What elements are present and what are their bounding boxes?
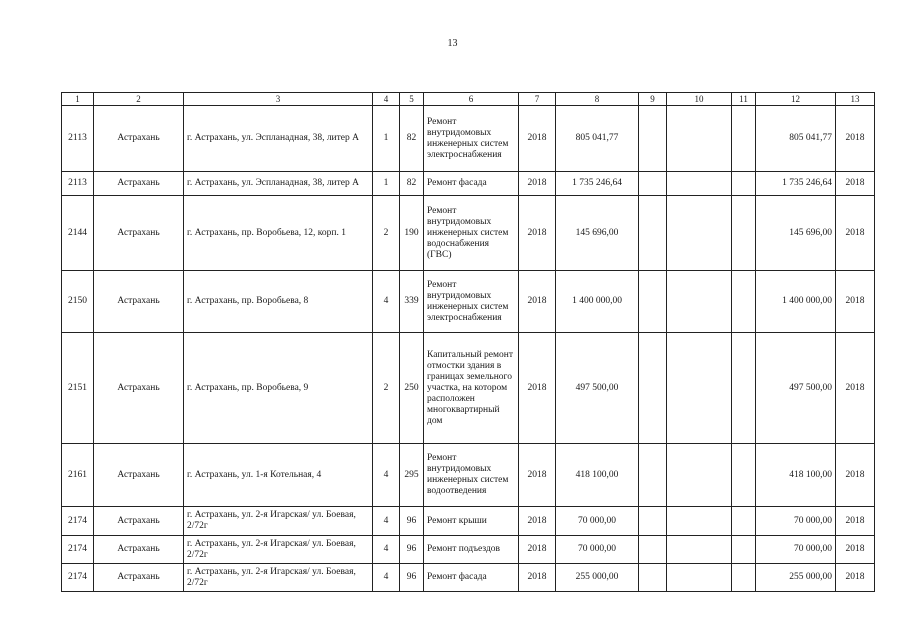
total-cell: 145 696,00	[756, 196, 836, 271]
page-number: 13	[447, 38, 458, 49]
year-cell: 2018	[519, 564, 556, 592]
city-cell: Астрахань	[94, 196, 184, 271]
completion-year-cell: 2018	[836, 444, 875, 507]
col11-cell	[732, 106, 756, 172]
table-row	[62, 271, 875, 333]
col4-cell: 4	[373, 507, 400, 536]
total-cell: 255 000,00	[756, 564, 836, 592]
column-header: 7	[519, 93, 556, 106]
city-cell: Астрахань	[94, 172, 184, 196]
col10-cell	[667, 564, 732, 592]
col5-cell: 82	[400, 172, 424, 196]
col10-cell	[667, 333, 732, 444]
col10-cell	[667, 172, 732, 196]
repair-register-table	[61, 92, 875, 592]
amount-cell: 70 000,00	[556, 536, 639, 564]
table-row	[62, 536, 875, 564]
address-cell: г. Астрахань, ул. Эспланадная, 38, литер А	[184, 106, 373, 172]
col9-cell	[639, 564, 667, 592]
address-cell: г. Астрахань, пр. Воробьева, 12, корп. 1	[184, 196, 373, 271]
col10-cell	[667, 271, 732, 333]
address-cell: г. Астрахань, пр. Воробьева, 9	[184, 333, 373, 444]
col9-cell	[639, 106, 667, 172]
table-row	[62, 444, 875, 507]
table-row	[62, 196, 875, 271]
column-header: 1	[62, 93, 94, 106]
total-cell: 1 400 000,00	[756, 271, 836, 333]
table-row	[62, 564, 875, 592]
year-cell: 2018	[519, 333, 556, 444]
col10-cell	[667, 536, 732, 564]
work-type-cell: Ремонт внутридомовых инженерных систем водоотведения	[424, 444, 519, 507]
total-cell: 1 735 246,64	[756, 172, 836, 196]
col9-cell	[639, 536, 667, 564]
col4-cell: 2	[373, 196, 400, 271]
col11-cell	[732, 564, 756, 592]
completion-year-cell: 2018	[836, 536, 875, 564]
col4-cell: 1	[373, 172, 400, 196]
column-number-row	[62, 93, 875, 106]
amount-cell: 497 500,00	[556, 333, 639, 444]
work-type-cell: Ремонт внутридомовых инженерных систем электроснабжения	[424, 106, 519, 172]
amount-cell: 418 100,00	[556, 444, 639, 507]
address-cell: г. Астрахань, пр. Воробьева, 8	[184, 271, 373, 333]
col5-cell: 96	[400, 536, 424, 564]
amount-cell: 145 696,00	[556, 196, 639, 271]
column-header: 13	[836, 93, 875, 106]
col9-cell	[639, 507, 667, 536]
table-row	[62, 172, 875, 196]
col5-cell: 82	[400, 106, 424, 172]
col4-cell: 1	[373, 106, 400, 172]
col10-cell	[667, 507, 732, 536]
col9-cell	[639, 196, 667, 271]
col11-cell	[732, 333, 756, 444]
col11-cell	[732, 444, 756, 507]
year-cell: 2018	[519, 507, 556, 536]
column-header: 10	[667, 93, 732, 106]
house-id-cell: 2151	[62, 333, 94, 444]
column-header: 6	[424, 93, 519, 106]
total-cell: 70 000,00	[756, 507, 836, 536]
year-cell: 2018	[519, 444, 556, 507]
completion-year-cell: 2018	[836, 196, 875, 271]
total-cell: 418 100,00	[756, 444, 836, 507]
table-row	[62, 106, 875, 172]
city-cell: Астрахань	[94, 333, 184, 444]
col11-cell	[732, 507, 756, 536]
col9-cell	[639, 172, 667, 196]
column-header: 8	[556, 93, 639, 106]
col4-cell: 4	[373, 444, 400, 507]
total-cell: 70 000,00	[756, 536, 836, 564]
col5-cell: 96	[400, 564, 424, 592]
completion-year-cell: 2018	[836, 106, 875, 172]
table-row	[62, 333, 875, 444]
address-cell: г. Астрахань, ул. 2-я Игарская/ ул. Боевая, 2/72г	[184, 507, 373, 536]
column-header: 2	[94, 93, 184, 106]
amount-cell: 70 000,00	[556, 507, 639, 536]
col5-cell: 96	[400, 507, 424, 536]
work-type-cell: Ремонт фасада	[424, 172, 519, 196]
total-cell: 497 500,00	[756, 333, 836, 444]
house-id-cell: 2174	[62, 536, 94, 564]
col4-cell: 4	[373, 536, 400, 564]
col10-cell	[667, 444, 732, 507]
city-cell: Астрахань	[94, 536, 184, 564]
city-cell: Астрахань	[94, 507, 184, 536]
address-cell: г. Астрахань, ул. 2-я Игарская/ ул. Боевая, 2/72г	[184, 564, 373, 592]
amount-cell: 255 000,00	[556, 564, 639, 592]
column-header: 12	[756, 93, 836, 106]
work-type-cell: Ремонт внутридомовых инженерных систем водоснабжения (ГВС)	[424, 196, 519, 271]
col11-cell	[732, 536, 756, 564]
col5-cell: 339	[400, 271, 424, 333]
col4-cell: 2	[373, 333, 400, 444]
address-cell: г. Астрахань, ул. 1-я Котельная, 4	[184, 444, 373, 507]
year-cell: 2018	[519, 106, 556, 172]
col4-cell: 4	[373, 271, 400, 333]
amount-cell: 1 400 000,00	[556, 271, 639, 333]
column-header: 3	[184, 93, 373, 106]
col9-cell	[639, 333, 667, 444]
col11-cell	[732, 271, 756, 333]
work-type-cell: Капитальный ремонт отмостки здания в границах земельного участка, на котором расположен многоквартирный дом	[424, 333, 519, 444]
house-id-cell: 2113	[62, 172, 94, 196]
col4-cell: 4	[373, 564, 400, 592]
work-type-cell: Ремонт крыши	[424, 507, 519, 536]
work-type-cell: Ремонт внутридомовых инженерных систем электроснабжения	[424, 271, 519, 333]
col5-cell: 250	[400, 333, 424, 444]
house-id-cell: 2174	[62, 564, 94, 592]
total-cell: 805 041,77	[756, 106, 836, 172]
column-header: 4	[373, 93, 400, 106]
col5-cell: 295	[400, 444, 424, 507]
completion-year-cell: 2018	[836, 507, 875, 536]
col9-cell	[639, 271, 667, 333]
completion-year-cell: 2018	[836, 333, 875, 444]
year-cell: 2018	[519, 196, 556, 271]
table-row	[62, 507, 875, 536]
address-cell: г. Астрахань, ул. 2-я Игарская/ ул. Боевая, 2/72г	[184, 536, 373, 564]
col9-cell	[639, 444, 667, 507]
completion-year-cell: 2018	[836, 172, 875, 196]
house-id-cell: 2113	[62, 106, 94, 172]
column-header: 11	[732, 93, 756, 106]
col5-cell: 190	[400, 196, 424, 271]
completion-year-cell: 2018	[836, 564, 875, 592]
column-header: 9	[639, 93, 667, 106]
house-id-cell: 2161	[62, 444, 94, 507]
col11-cell	[732, 172, 756, 196]
column-header: 5	[400, 93, 424, 106]
city-cell: Астрахань	[94, 444, 184, 507]
city-cell: Астрахань	[94, 271, 184, 333]
house-id-cell: 2174	[62, 507, 94, 536]
col11-cell	[732, 196, 756, 271]
amount-cell: 1 735 246,64	[556, 172, 639, 196]
house-id-cell: 2144	[62, 196, 94, 271]
city-cell: Астрахань	[94, 106, 184, 172]
col10-cell	[667, 106, 732, 172]
house-id-cell: 2150	[62, 271, 94, 333]
completion-year-cell: 2018	[836, 271, 875, 333]
address-cell: г. Астрахань, ул. Эспланадная, 38, литер А	[184, 172, 373, 196]
city-cell: Астрахань	[94, 564, 184, 592]
amount-cell: 805 041,77	[556, 106, 639, 172]
work-type-cell: Ремонт подъездов	[424, 536, 519, 564]
year-cell: 2018	[519, 536, 556, 564]
col10-cell	[667, 196, 732, 271]
year-cell: 2018	[519, 172, 556, 196]
year-cell: 2018	[519, 271, 556, 333]
work-type-cell: Ремонт фасада	[424, 564, 519, 592]
